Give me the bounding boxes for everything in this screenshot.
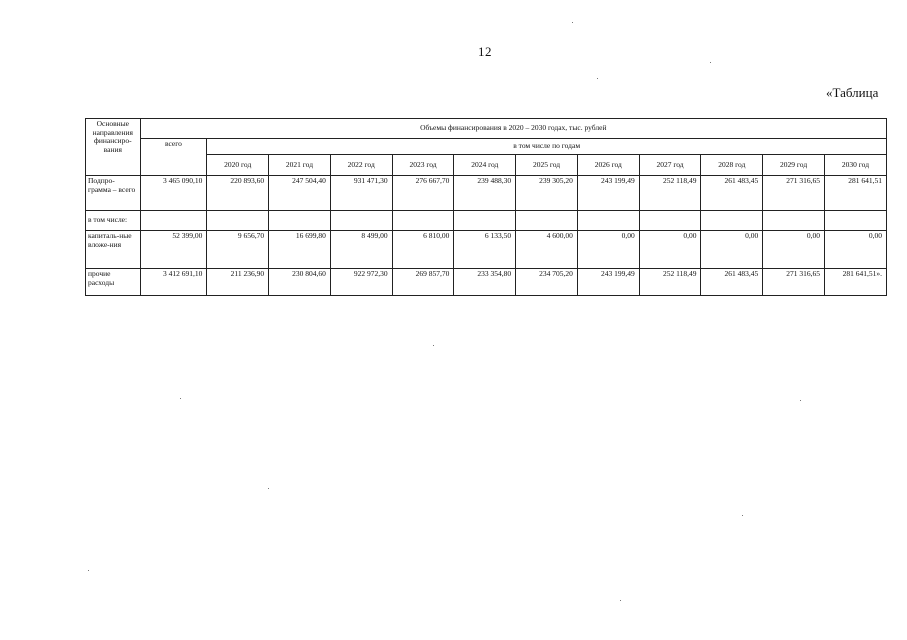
- group-header: Объемы финансирования в 2020 – 2030 годах, тыс. рублей: [140, 119, 886, 139]
- scan-noise: [742, 515, 743, 516]
- table-cell: 239 488,30: [454, 176, 516, 211]
- table-cell: 243 199,49: [577, 269, 639, 296]
- table-cell: 6 133,50: [454, 231, 516, 269]
- table-cell: [454, 211, 516, 231]
- scan-noise: [800, 400, 801, 401]
- years-group-header: в том числе по годам: [207, 139, 887, 155]
- table-cell: [140, 211, 207, 231]
- corner-header: Основные направления финансиро-вания: [86, 119, 141, 176]
- year-header: 2028 год: [701, 155, 763, 176]
- row-total: 3 412 691,10: [140, 269, 207, 296]
- table-row: [86, 269, 887, 296]
- year-header: 2029 год: [763, 155, 825, 176]
- table-cell: 271 316,65: [763, 269, 825, 296]
- scan-noise: [88, 570, 89, 571]
- table-cell: 269 857,70: [392, 269, 454, 296]
- table-cell: 261 483,45: [701, 269, 763, 296]
- scan-noise: [433, 345, 434, 346]
- table-cell: [392, 211, 454, 231]
- table-cell: [824, 211, 886, 231]
- year-header: 2020 год: [207, 155, 269, 176]
- row-total: 3 465 090,10: [140, 176, 207, 211]
- table-cell: 243 199,49: [577, 176, 639, 211]
- table-cell: 276 667,70: [392, 176, 454, 211]
- table-cell: 220 893,60: [207, 176, 269, 211]
- year-header: 2026 год: [577, 155, 639, 176]
- table-cell: [763, 211, 825, 231]
- row-label: прочие расходы: [86, 269, 141, 296]
- table-cell: 0,00: [577, 231, 639, 269]
- table-cell: 0,00: [824, 231, 886, 269]
- table-cell: 271 316,65: [763, 176, 825, 211]
- scan-noise: [268, 488, 269, 489]
- financing-table: [85, 118, 887, 296]
- table-cell: [639, 211, 701, 231]
- row-label: капиталь-ные вложе-ния: [86, 231, 141, 269]
- scan-noise: [620, 600, 621, 601]
- table-cell: [269, 211, 331, 231]
- table-cell: 281 641,51: [824, 176, 886, 211]
- table-cell: 931 471,30: [330, 176, 392, 211]
- scan-noise: [597, 78, 598, 79]
- table-row: [86, 231, 887, 269]
- scan-noise: [572, 22, 573, 23]
- table-cell: 252 118,49: [639, 269, 701, 296]
- table-cell: [516, 211, 578, 231]
- table-cell: 16 699,80: [269, 231, 331, 269]
- table-cell: 211 236,90: [207, 269, 269, 296]
- year-header: 2027 год: [639, 155, 701, 176]
- table-cell: 0,00: [763, 231, 825, 269]
- row-label: в том числе:: [86, 211, 141, 231]
- table-cell: 252 118,49: [639, 176, 701, 211]
- row-label: Подпро-грамма – всего: [86, 176, 141, 211]
- table-caption: «Таблица: [826, 85, 879, 100]
- year-header: 2021 год: [269, 155, 331, 176]
- scan-noise: [180, 398, 181, 399]
- page-number: 12: [478, 44, 492, 59]
- table-cell: 9 656,70: [207, 231, 269, 269]
- row-total: 52 399,00: [140, 231, 207, 269]
- table-cell: 281 641,51».: [824, 269, 886, 296]
- table-row: [86, 211, 887, 231]
- table-cell: [330, 211, 392, 231]
- table-cell: 922 972,30: [330, 269, 392, 296]
- table-cell: 8 499,00: [330, 231, 392, 269]
- year-header: 2025 год: [516, 155, 578, 176]
- table-cell: 247 504,40: [269, 176, 331, 211]
- table-cell: [207, 211, 269, 231]
- table-cell: 0,00: [639, 231, 701, 269]
- table-cell: [701, 211, 763, 231]
- year-header: 2023 год: [392, 155, 454, 176]
- year-header: 2030 год: [824, 155, 886, 176]
- table-cell: 234 705,20: [516, 269, 578, 296]
- table-cell: 6 810,00: [392, 231, 454, 269]
- table-cell: 230 804,60: [269, 269, 331, 296]
- year-header: 2024 год: [454, 155, 516, 176]
- table-row: [86, 176, 887, 211]
- year-header: 2022 год: [330, 155, 392, 176]
- table-cell: 233 354,80: [454, 269, 516, 296]
- scan-noise: [710, 62, 711, 63]
- table-cell: 261 483,45: [701, 176, 763, 211]
- table-cell: 239 305,20: [516, 176, 578, 211]
- table-cell: [577, 211, 639, 231]
- total-header: всего: [140, 139, 207, 176]
- table-cell: 0,00: [701, 231, 763, 269]
- table-cell: 4 600,00: [516, 231, 578, 269]
